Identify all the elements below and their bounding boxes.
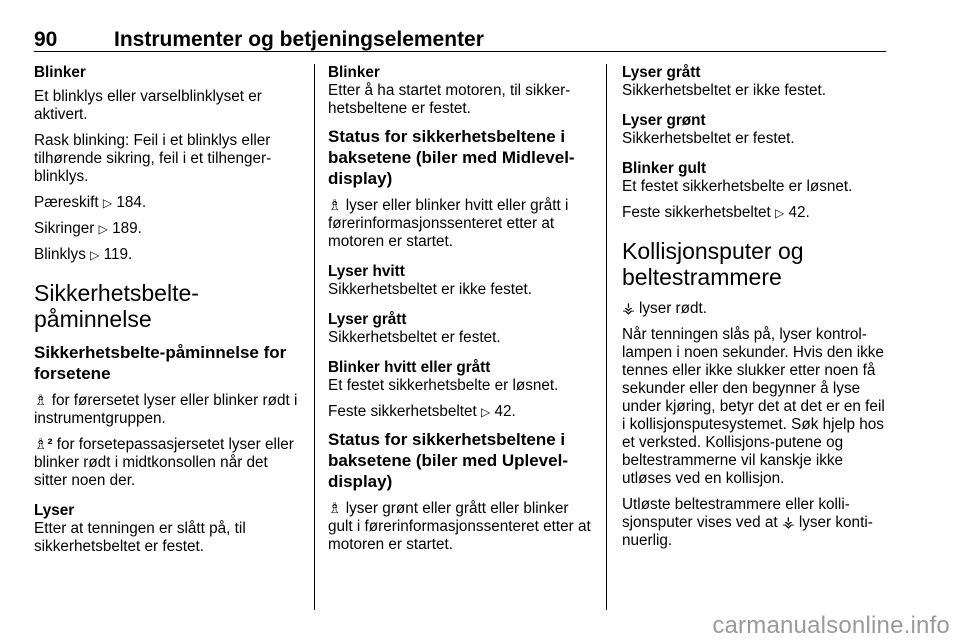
paragraph-midlevel [328,197,592,251]
section-title-kollisjonsputer: Kollisjonsputer og beltestrammere [622,238,804,290]
subsection-title-forsetene: Sikkerhetsbelte-påminnelse for forsetene [34,343,287,383]
airbag-icon: ⚶ [622,300,635,317]
paragraph-text: lyser rødt. [639,300,707,317]
page-ref-icon: ▷ [90,248,100,262]
heading-lyser-graatt: Lyser grått [622,64,701,81]
header-rule [34,51,886,52]
ref-label: Blinklys [34,246,86,263]
subsection-title-uplevel: Status for sikkerhetsbeltene i baksetene (biler med Uplevel-display) [328,430,568,491]
ref-page: 184. [116,194,147,211]
paragraph-lyser-hvitt: Sikkerhetsbeltet er ikke festet. [328,281,533,298]
paragraph-blinker-hvitt-graatt: Et festet sikkerhetsbelte er løsnet. [328,377,559,394]
column-1 [34,64,302,564]
ref-label: Pæreskift [34,194,99,211]
paragraph-forer [34,392,302,428]
paragraph-rask-blinking: Rask blinking: Feil i et blinklys eller tilhørende sikring, feil i et tilhenger-blinklys. [34,132,272,185]
heading-blinker-hvitt-graatt: Blinker hvitt eller grått [328,359,491,376]
column-divider-1 [314,64,315,610]
paragraph-text: lyser grønt eller grått eller blinker gult i førerinformasjonssenteret etter at motoren er startet. [328,500,591,553]
subsection-title-midlevel: Status for sikkerhetsbeltene i baksetene (biler med Midlevel-display) [328,127,575,188]
column-3 [622,64,886,558]
page-ref-icon: ▷ [775,206,785,220]
page-ref-icon: ▷ [98,222,108,236]
ref-page: 189. [112,220,142,237]
paragraph-lyser-graatt: Sikkerhetsbeltet er festet. [328,329,501,346]
ref-sikringer [34,220,302,238]
heading-blinker-gult: Blinker gult [622,160,707,177]
page-title: Instrumenter og betjeningselementer [114,28,484,51]
page-ref-icon: ▷ [102,196,113,210]
ref-page: 42. [494,403,516,420]
heading-lyser-hvitt: Lyser hvitt [328,263,405,280]
seatbelt-icon: ♗ [328,500,342,517]
paragraph-text: for forsetepassasjersetet lyser eller blinker rødt i midtkonsollen når det sitter noen der. [34,436,294,489]
page-ref-icon: ▷ [481,405,491,419]
airbag-icon: ⚶ [781,514,795,531]
paragraph-passasjer [34,436,302,490]
section-title-sikkerhetsbelte: Sikkerhetsbelte-påminnelse [34,280,199,332]
column-divider-2 [606,64,607,610]
paragraph-lyser-rodt [622,300,886,318]
heading-lyser-graatt: Lyser grått [328,311,407,328]
paragraph-text: for førersetet lyser eller blinker rødt i instrumentgruppen. [34,392,298,427]
paragraph-lyser-gronn: Sikkerhetsbeltet er festet. [622,130,795,147]
paragraph-lyser-graatt: Sikkerhetsbeltet er ikke festet. [622,82,827,99]
paragraph-lyser: Etter at tenningen er slått på, til sikkerhetsbeltet er festet. [34,520,246,555]
ref-page: 119. [103,246,133,263]
paragraph-uplevel [328,500,592,554]
watermark: carmanualsonline.info [712,612,950,639]
page-number: 90 [34,28,58,51]
seatbelt-icon: ♗ [328,197,342,214]
paragraph-blinker: Etter å ha startet motoren, til sikker-hetsbeltene er festet. [328,82,571,117]
paragraph-text: lyser konti-nuerlig. [622,514,873,549]
seatbelt-icon: ♗ [34,392,48,409]
heading-blinker: Blinker [34,64,86,81]
paragraph-naar-tenningen: Når tenningen slås på, lyser kontrol-lampen i noen sekunder. Hvis den ikke tennes eller ikke slukker etter noen få sekunder eller den begynner å lyse under kjøring, betyr det at det er en feil i kollisjonsputesystemet. Søk hjelp hos et verksted. Kollisjons-putene og beltestrammerne vil kanskje ikke utløses ved en kollisjon. [622,326,885,487]
ref-label: Feste sikkerhetsbeltet [328,403,477,420]
ref-label: Sikringer [34,220,95,237]
paragraph-utloste [622,496,886,550]
ref-feste [622,204,886,222]
ref-label: Feste sikkerhetsbeltet [622,204,771,221]
paragraph-blinker: Et blinklys eller varselblinklyset er aktivert. [34,88,262,123]
paragraph-text: Utløste beltestrammere eller kolli-sjonsputer vises ved at [622,496,850,531]
ref-page: 42. [788,204,810,221]
ref-feste [328,403,592,421]
heading-blinker: Blinker [328,64,380,81]
heading-lyser: Lyser [34,502,75,519]
paragraph-text: lyser eller blinker hvitt eller grått i førerinformasjonssenteret etter at motoren er startet. [328,197,569,250]
column-2 [328,64,592,562]
seatbelt-passenger-icon: ♗² [34,436,53,453]
ref-blinklys [34,246,302,264]
page-header [34,28,886,50]
heading-lyser-gronn: Lyser grønt [622,112,706,129]
ref-paereskift [34,194,302,212]
paragraph-blinker-gult: Et festet sikkerhetsbelte er løsnet. [622,178,853,195]
